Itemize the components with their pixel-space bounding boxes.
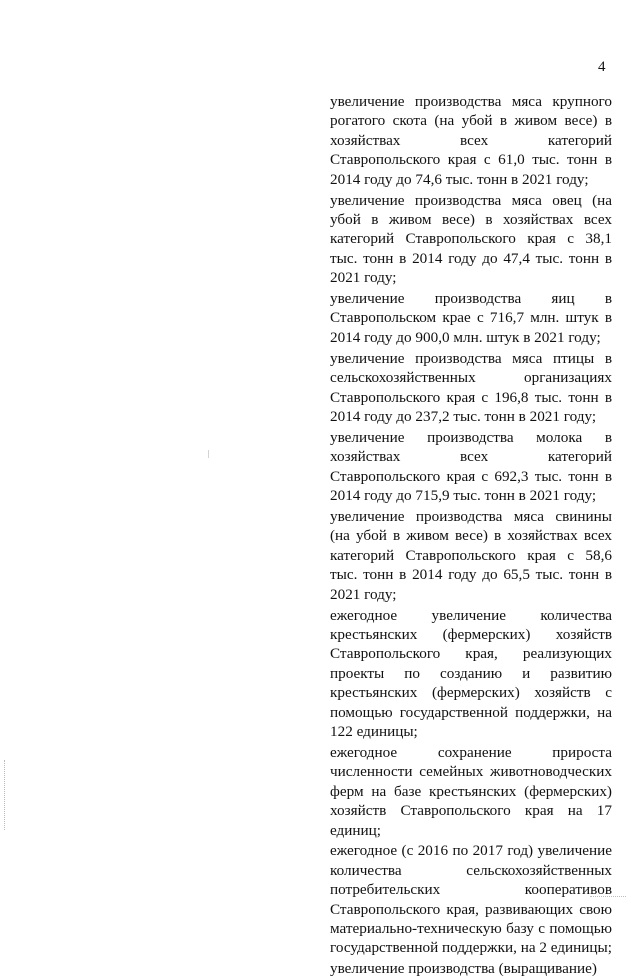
document-text-column xyxy=(330,92,612,980)
list-item: увеличение производства яиц в Ставропольском крае с 716,7 млн. штук в 2014 году до 900,0 млн. штук в 2021 году; xyxy=(330,290,612,346)
list-item: увеличение производства (выращивание) xyxy=(330,960,597,978)
list-item: ежегодное увеличение количества крестьянских (фермерских) хозяйств Ставропольского края, реализующих проекты по созданию и развитию крестьянских (фермерских) хозяйств с помощью государственной поддержки, на 122 единицы; xyxy=(330,606,612,740)
scan-edge-artifact xyxy=(4,760,7,830)
list-item: увеличение производства мяса птицы в сельскохозяйственных организациях Ставропольского края с 196,8 тыс. тонн в 2014 году до 237,2 тыс. тонн в 2021 году; xyxy=(330,349,612,425)
list-item: увеличение производства мяса овец (на убой в живом весе) в хозяйствах всех категорий Ставропольского края с 38,1 тыс. тонн в 2014 году до 47,4 тыс. тонн в 2021 году; xyxy=(330,191,612,287)
list-item: ежегодное (с 2016 по 2017 год) увеличение количества сельскохозяйственных потребительских кооперативов Ставропольского края, развивающих свою материально-техническую базу с помощью государственной поддержки, на 2 единицы; xyxy=(330,842,612,957)
list-item: увеличение производства мяса свинины (на убой в живом весе) в хозяйствах всех категорий Ставропольского края с 58,6 тыс. тонн в 2014 году до 65,5 тыс. тонн в 2021 году; xyxy=(330,508,612,603)
list-item: увеличение производства молока в хозяйствах всех категорий Ставропольского края с 692,3 тыс. тонн в 2014 году до 715,9 тыс. тонн в 2021 году; xyxy=(330,428,612,505)
page-number: 4 xyxy=(598,59,606,75)
list-item: увеличение производства мяса крупного рогатого скота (на убой в живом весе) в хозяйствах всех категорий Ставропольского края с 61,0 тыс. тонн в 2014 году до 74,6 тыс. тонн в 2021 году; xyxy=(330,93,612,188)
list-item: ежегодное сохранение прироста численности семейных животноводческих ферм на базе крестьянских (фермерских) хозяйств Ставропольского края на 17 единиц; xyxy=(330,743,612,839)
scan-bottom-artifact xyxy=(590,896,626,898)
scan-artifact xyxy=(208,450,209,458)
